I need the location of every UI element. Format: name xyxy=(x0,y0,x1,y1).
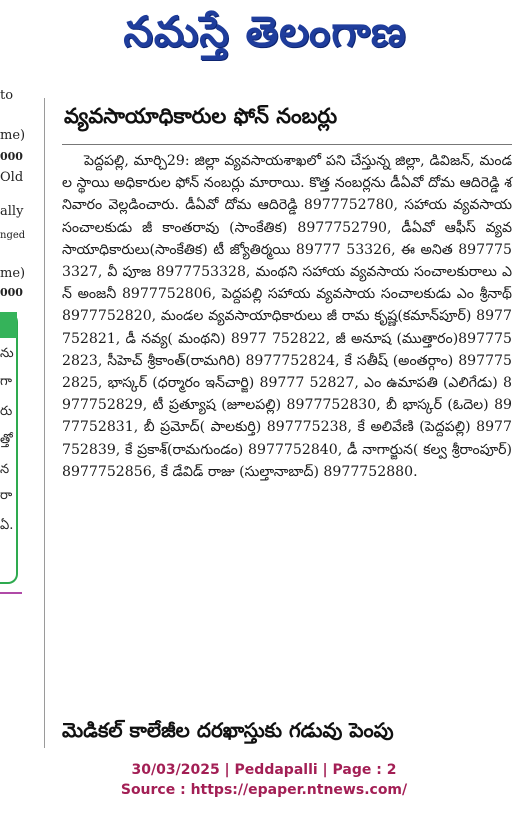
clip-fragment: ఏ. xyxy=(0,518,14,533)
column-rule xyxy=(44,98,45,748)
clip-fragment: me) xyxy=(0,128,26,143)
article-paragraph: పెద్దపల్లి, మార్చి29: జిల్లా వ్యవసాయశాఖలో పని చేస్తున్న జిల్లా, డివిజన్, మండల స్థాయి అధికారుల ఫోన్ నంబర్లు మారాయి. కొత్త నంబర్లను డీఏవో దోమ ఆదిరెడ్డి శనివారం వెల్లడించారు. డీఏవో దోమ ఆదిరెడ్డి 8977752780, సహాయ వ్యవసాయ సంచాలకుడు జీ కాంతరావు (సాంకేతిక) 8977752790, డీఏవో ఆఫీస్ వ్యవసాయాధికారులు(సాంకేతిక) టీ జ్యోతిర్మయి 89777 53326, ఈ అనిత 8977753327, వీ పూజ 8977753328, మంథని సహాయ వ్యవసాయ సంచాలకురాలు ఎన్ అంజనీ 8977752806, పెద్దపల్లి సహాయ వ్యవసాయ సంచాలకుడు ఎం శ్రీనాథ్ 8977752820, మండల వ్యవసాయాధికారులు జీ రామ కృష్ణ(కమాన్‌పూర్) 8977752821, డీ నవ్య( మంథని) 8977 752822, జీ అనూష (ముత్తారం)8977752823, సీహెచ్ శ్రీకాంత్(రామగిరి) 8977752824, కే సతీష్ (అంతర్గాం) 8977752825, భాస్కర్ (ధర్మారం ఇన్‌చార్జి) 89777 52827, ఎం ఉమాపతి (ఎలిగేడు) 8977752829, టీ ప్రత్యూష (జూలపల్లి) 8977752830, బీ భాస్కర్ (ఓదెల) 8977752831, బీ ప్రమోద్( పాలకుర్తి) 897775238, కే అలివేణి (పెద్దపల్లి) 8977752839, కే ప్రకాశ్(రామగుండం) 8977752840, డీ నాగార్జున( కల్వ శ్రీరాంపూర్) 8977752856, కే డేవిడ్ రాజు (సుల్తానాబాద్) 8977752880. xyxy=(62,153,512,480)
masthead xyxy=(60,4,470,70)
clip-fragment: to xyxy=(0,88,14,103)
next-article-headline: మెడికల్ కాలేజీల దరఖాస్తుకు గడువు పెంపు xyxy=(62,718,394,742)
clip-fragment: 000 xyxy=(0,286,23,299)
footer-source-line: Source : https://epaper.ntnews.com/ xyxy=(120,782,408,798)
clip-fragment: 000 xyxy=(0,150,23,163)
clip-fragment: Old xyxy=(0,170,24,185)
clip-fragment: ally xyxy=(0,204,24,219)
article-headline: వ్యవసాయాధికారుల ఫోన్ నంబర్లు xyxy=(64,104,338,128)
adjacent-ad-header-bar xyxy=(0,312,17,338)
source-footer xyxy=(0,760,528,800)
clip-fragment: ను xyxy=(0,346,14,361)
adjacent-ad-text xyxy=(0,346,22,566)
clip-fragment: న xyxy=(0,462,10,477)
clip-fragment: త్తో xyxy=(0,432,13,447)
clip-fragment: me) xyxy=(0,266,26,281)
article-body xyxy=(62,150,512,483)
clip-fragment: రు xyxy=(0,404,13,419)
masthead-logo: నమస్తే తెలంగాణ xyxy=(123,7,407,56)
clip-fragment: nged xyxy=(0,230,26,241)
section-divider xyxy=(0,592,22,594)
footer-date-line: 30/03/2025 | Peddapalli | Page : 2 xyxy=(131,762,397,778)
clip-fragment: రా xyxy=(0,488,13,503)
headline-rule xyxy=(62,144,512,145)
clip-fragment: గా xyxy=(0,374,12,389)
